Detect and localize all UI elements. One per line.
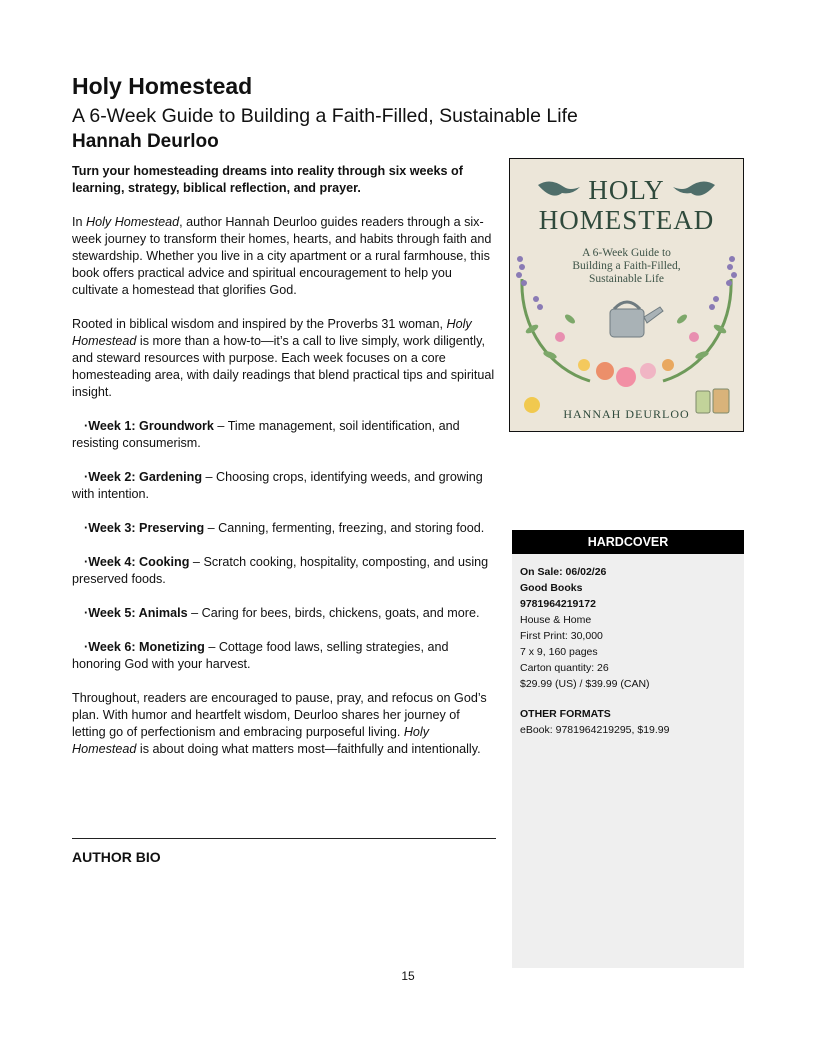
paragraph-intro: In Holy Homestead, author Hannah Deurloo guides readers through a six-week journey to transform their homes, hearts, and habits through faith and stewardship. Whether you live in a city apartment or a rural farmhouse, this book offers practical advice and spiritual encouragement to help you cultivate a homestead that glorifies God. [72, 215, 492, 297]
on-sale-date: On Sale: 06/02/26 [520, 566, 607, 578]
cover-title-line2: HOMESTEAD [538, 205, 715, 235]
carton-quantity: Carton quantity: 26 [520, 662, 609, 674]
book-title: Holy Homestead [72, 73, 253, 99]
paragraph-rooted: Rooted in biblical wisdom and inspired by the Proverbs 31 woman, Holy Homestead is more than a how-to—it’s a call to live simply, work diligently, and steward resources with purpose. Each week focuses on a core homesteading area, with daily readings that blend practical tips and spiritual insight. [72, 317, 495, 399]
cover-subtitle: A 6-Week Guide to Building a Faith-Filled, Sustainable Life [572, 247, 681, 285]
book-author: Hannah Deurloo [72, 131, 219, 152]
section-divider [72, 838, 496, 839]
book-title-italic: Holy Homestead [86, 215, 180, 229]
ebook-format: eBook: 9781964219295, $19.99 [520, 724, 670, 736]
cover-title-line1: HOLY [588, 175, 665, 205]
trim-size: 7 x 9, 160 pages [520, 646, 598, 658]
format-heading: HARDCOVER [512, 530, 744, 554]
other-formats-heading: OTHER FORMATS [520, 708, 611, 720]
first-print: First Print: 30,000 [520, 630, 603, 642]
book-subtitle: A 6-Week Guide to Building a Faith-Filled, Sustainable Life [72, 105, 578, 127]
price: $29.99 (US) / $39.99 (CAN) [520, 678, 650, 690]
page-number: 15 [401, 969, 415, 983]
week-item: ·Week 3: Preserving – Canning, fermenting, freezing, and storing food. [84, 521, 485, 535]
week-item: ·Week 5: Animals – Caring for bees, birds, chickens, goats, and more. [84, 606, 480, 620]
author-bio-heading: AUTHOR BIO [72, 849, 161, 865]
paragraph-closing: Throughout, readers are encouraged to pause, pray, and refocus on God’s plan. With humor and heartfelt wisdom, Deurloo shares her journey of letting go of perfectionism and embracing purposeful living. Holy Homestead is about doing what matters most—faithfully and intentionally. [72, 691, 487, 756]
book-title-italic: Holy Homestead [72, 725, 430, 756]
category: House & Home [520, 614, 592, 626]
publisher: Good Books [520, 582, 583, 594]
book-cover-image [509, 158, 744, 432]
lead-paragraph: Turn your homesteading dreams into reality through six weeks of learning, strategy, biblical reflection, and prayer. [72, 164, 463, 195]
description [72, 163, 496, 775]
week-item: ·Week 4: Cooking – Scratch cooking, hospitality, composting, and using preserved foods. [72, 555, 489, 586]
week-item: ·Week 6: Monetizing – Cottage food laws, selling strategies, and honoring God with your harvest. [72, 640, 449, 671]
week-item: ·Week 2: Gardening – Choosing crops, identifying weeds, and growing with intention. [72, 470, 483, 501]
watering-can-icon [610, 302, 663, 337]
week-item: ·Week 1: Groundwork – Time management, soil identification, and resisting consumerism. [72, 419, 460, 450]
isbn: 9781964219172 [520, 598, 596, 610]
book-title-italic: Holy Homestead [72, 317, 472, 348]
format-details-panel [512, 530, 744, 968]
cover-author: HANNAH DEURLOO [563, 407, 690, 421]
